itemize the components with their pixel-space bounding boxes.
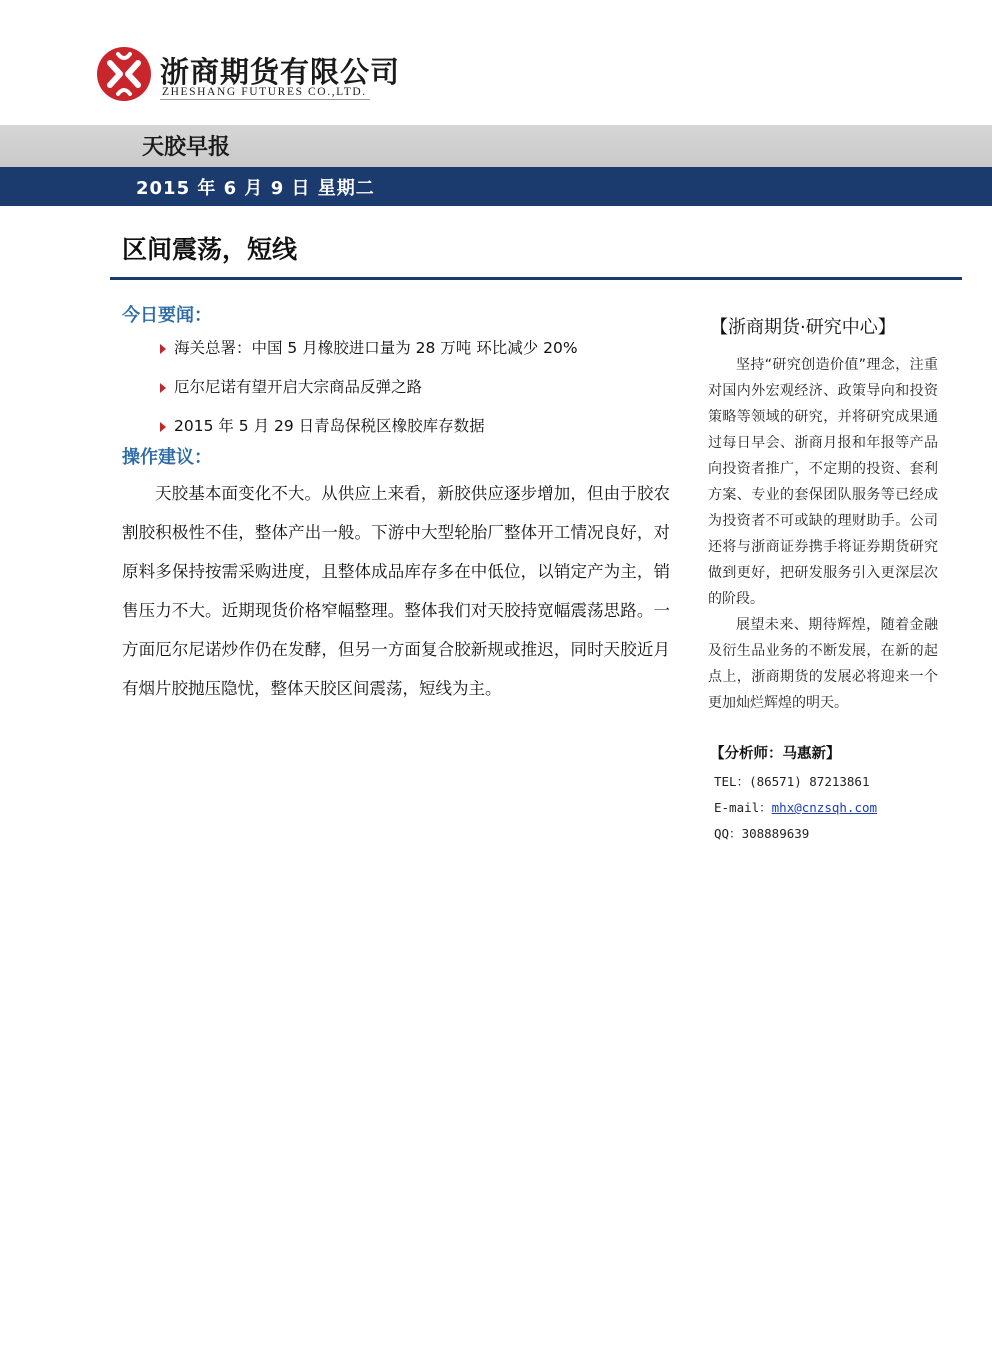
analyst-tel xyxy=(714,772,870,790)
news-heading: 今日要闻： xyxy=(122,305,212,326)
bullet-triangle-icon xyxy=(160,383,166,393)
email-link[interactable]: mhx@cnzsqh.com xyxy=(771,800,878,815)
analyst-qq xyxy=(714,824,809,842)
sidebar-paragraph: 展望未来、期待辉煌，随着金融及衍生品业务的不断发展，在新的起点上，浙商期货的发展必将迎来一个更加灿烂辉煌的明天。 xyxy=(708,617,938,711)
advice-heading: 操作建议： xyxy=(122,447,212,468)
company-logo xyxy=(96,46,401,106)
news-item-text: 厄尔尼诺有望开启大宗商品反弹之路 xyxy=(174,378,423,396)
headline-divider xyxy=(110,277,962,280)
report-date: 2015 年 6 月 9 日 星期二 xyxy=(136,178,375,199)
qq-label: QQ： xyxy=(714,826,742,841)
tel-label: TEL： xyxy=(714,774,750,789)
analyst-heading: 【分析师：马惠新】 xyxy=(710,746,841,762)
advice-body: 天胶基本面变化不大。从供应上来看，新胶供应逐步增加，但由于胶农割胶积极性不佳，整体产出一般。下游中大型轮胎厂整体开工情况良好，对原料多保持按需采购进度，且整体成品库存多在中低位，以销定产为主，销售压力不大。近期现货价格窄幅整理。整体我们对天胶持宽幅震荡思路。一方面厄尔尼诺炒作仍在发酵，但另一方面复合胶新规或推迟，同时天胶近月有烟片胶抛压隐忧，整体天胶区间震荡，短线为主。 xyxy=(122,484,670,698)
company-logo-icon xyxy=(96,46,152,102)
report-headline: 区间震荡，短线 xyxy=(122,235,298,264)
news-item[interactable] xyxy=(160,414,485,436)
qq-value: 308889639 xyxy=(741,826,810,841)
report-title-band xyxy=(0,125,992,167)
sidebar-paragraph: 坚持“研究创造价值”理念，注重对国内外宏观经济、政策导向和投资策略等领域的研究，并将研究成果通过每日早会、浙商月报和年报等产品向投资者推广，不定期的投资、套利方案、专业的套保团队服务等已经成为投资者不可或缺的理财助手。公司还将与浙商证券携手将证券期货研究做到更好，把研发服务引入更深层次的阶段。 xyxy=(708,357,938,607)
analyst-email xyxy=(714,798,877,816)
company-name-en: ZHESHANG FUTURES CO.,LTD. xyxy=(162,86,367,98)
news-item[interactable] xyxy=(160,336,578,358)
bullet-triangle-icon xyxy=(160,422,166,432)
tel-value: (86571) 87213861 xyxy=(749,774,870,789)
sidebar-heading: 【浙商期货·研究中心】 xyxy=(710,317,896,338)
company-name-cn: 浙商期货有限公司 xyxy=(160,55,401,89)
sidebar-body xyxy=(708,352,938,716)
email-label: E-mail： xyxy=(714,800,772,815)
news-item[interactable] xyxy=(160,375,422,397)
report-date-band xyxy=(0,167,992,206)
report-title: 天胶早报 xyxy=(142,135,231,160)
news-item-text: 2015 年 5 月 29 日青岛保税区橡胶库存数据 xyxy=(174,417,485,435)
logo-divider xyxy=(160,99,370,100)
news-item-text: 海关总署：中国 5 月橡胶进口量为 28 万吨 环比减少 20% xyxy=(174,339,578,357)
bullet-triangle-icon xyxy=(160,344,166,354)
